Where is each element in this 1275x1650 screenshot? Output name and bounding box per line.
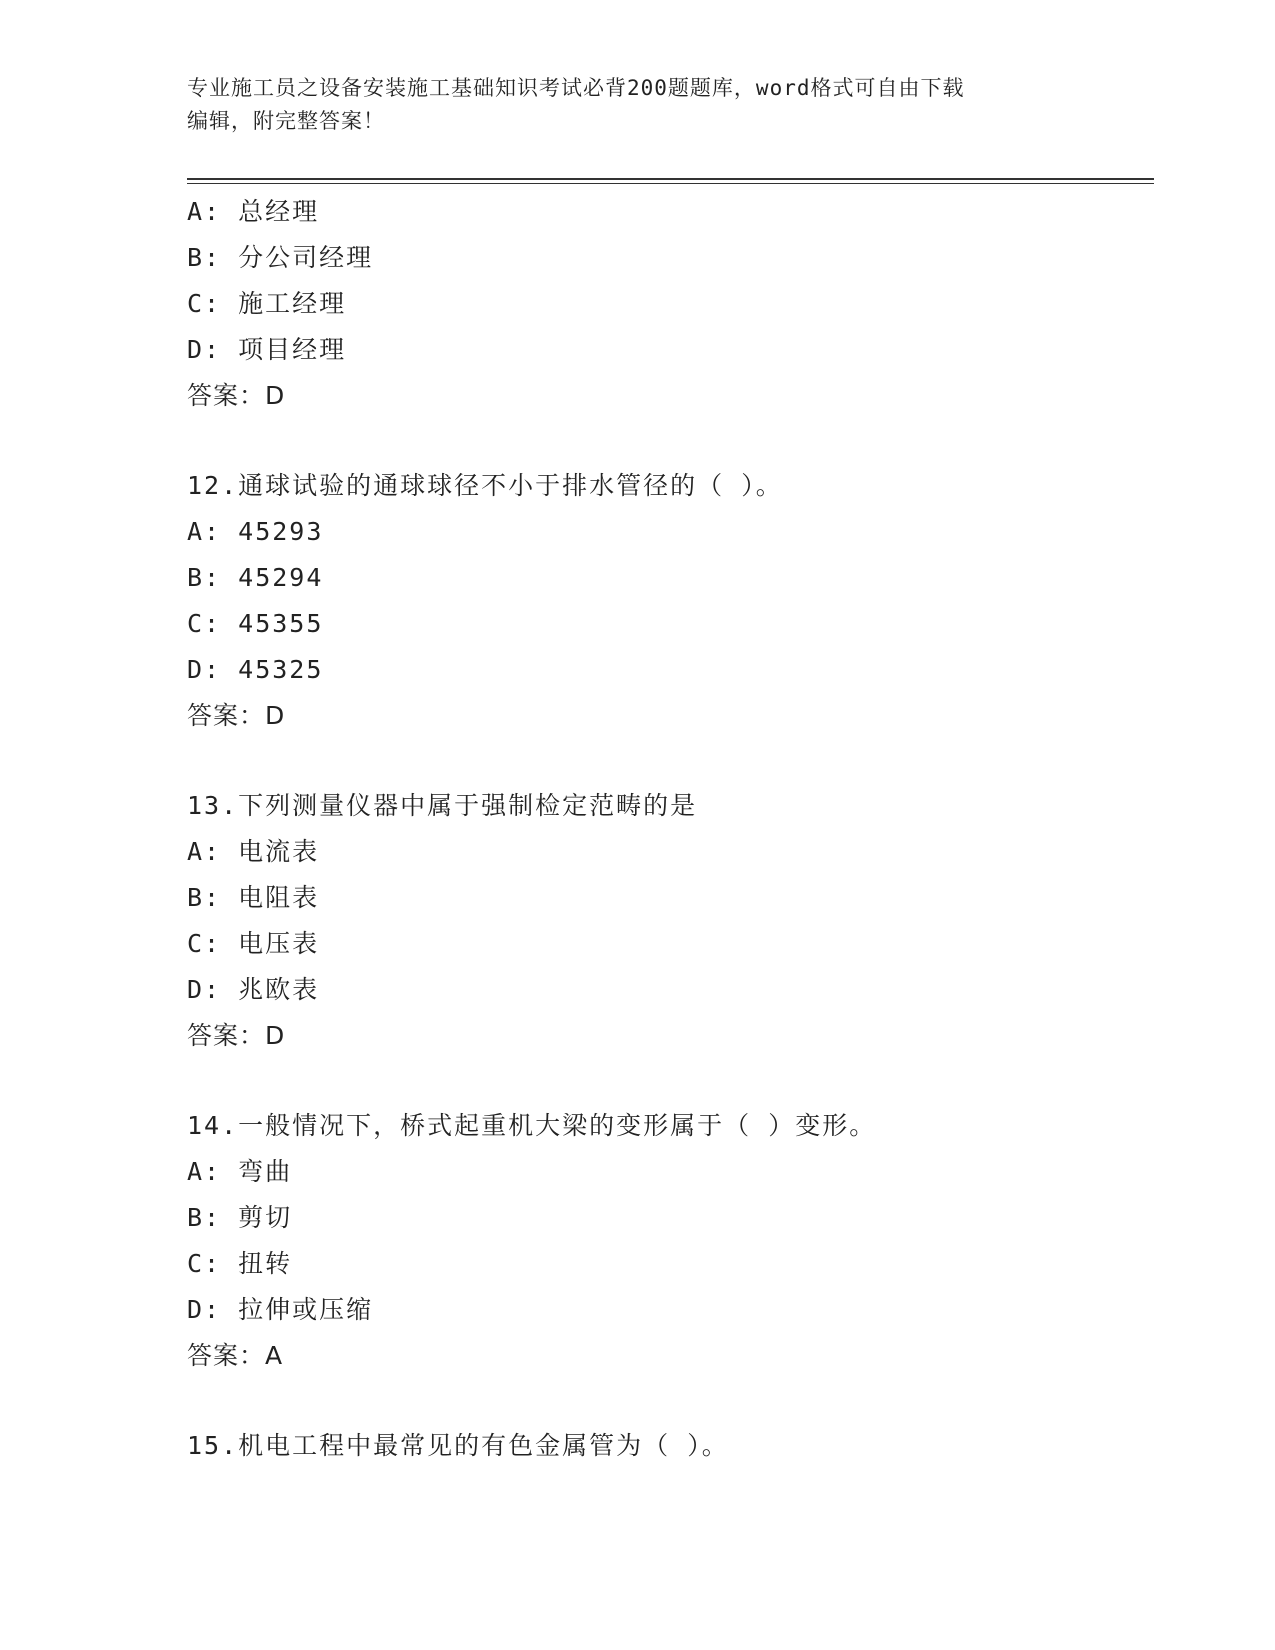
answer-line: 答案：D [187,381,286,410]
header-divider-thick [187,178,1154,180]
option-a: A: 45293 [187,517,324,546]
option-c: C: 施工经理 [187,289,347,318]
option-c: C: 45355 [187,609,324,638]
answer-line: 答案：D [187,1021,286,1050]
option-b: B: 剪切 [187,1203,293,1232]
question-12: 12.通球试验的通球球径不小于排水管径的（ ）。 [187,471,783,500]
option-a: A: 总经理 [187,197,320,226]
option-a: A: 弯曲 [187,1157,293,1186]
header-line-1: 专业施工员之设备安装施工基础知识考试必背200题题库，word格式可自由下载 [187,76,965,100]
answer-line: 答案：A [187,1341,284,1370]
option-b: B: 分公司经理 [187,243,374,272]
option-c: C: 扭转 [187,1249,293,1278]
question-14: 14.一般情况下，桥式起重机大梁的变形属于（ ）变形。 [187,1111,877,1140]
header-divider-thin [187,183,1154,184]
option-b: B: 电阻表 [187,883,320,912]
option-d: D: 45325 [187,655,324,684]
question-13: 13.下列测量仪器中属于强制检定范畴的是 [187,791,698,820]
document-header [187,72,1087,138]
option-a: A: 电流表 [187,837,320,866]
option-d: D: 项目经理 [187,335,347,364]
header-line-2: 编辑，附完整答案！ [187,109,385,133]
option-b: B: 45294 [187,563,324,592]
option-d: D: 兆欧表 [187,975,320,1004]
option-c: C: 电压表 [187,929,320,958]
question-15: 15.机电工程中最常见的有色金属管为（ ）。 [187,1431,729,1460]
answer-line: 答案：D [187,701,286,730]
question-list [187,189,1147,1469]
option-d: D: 拉伸或压缩 [187,1295,374,1324]
